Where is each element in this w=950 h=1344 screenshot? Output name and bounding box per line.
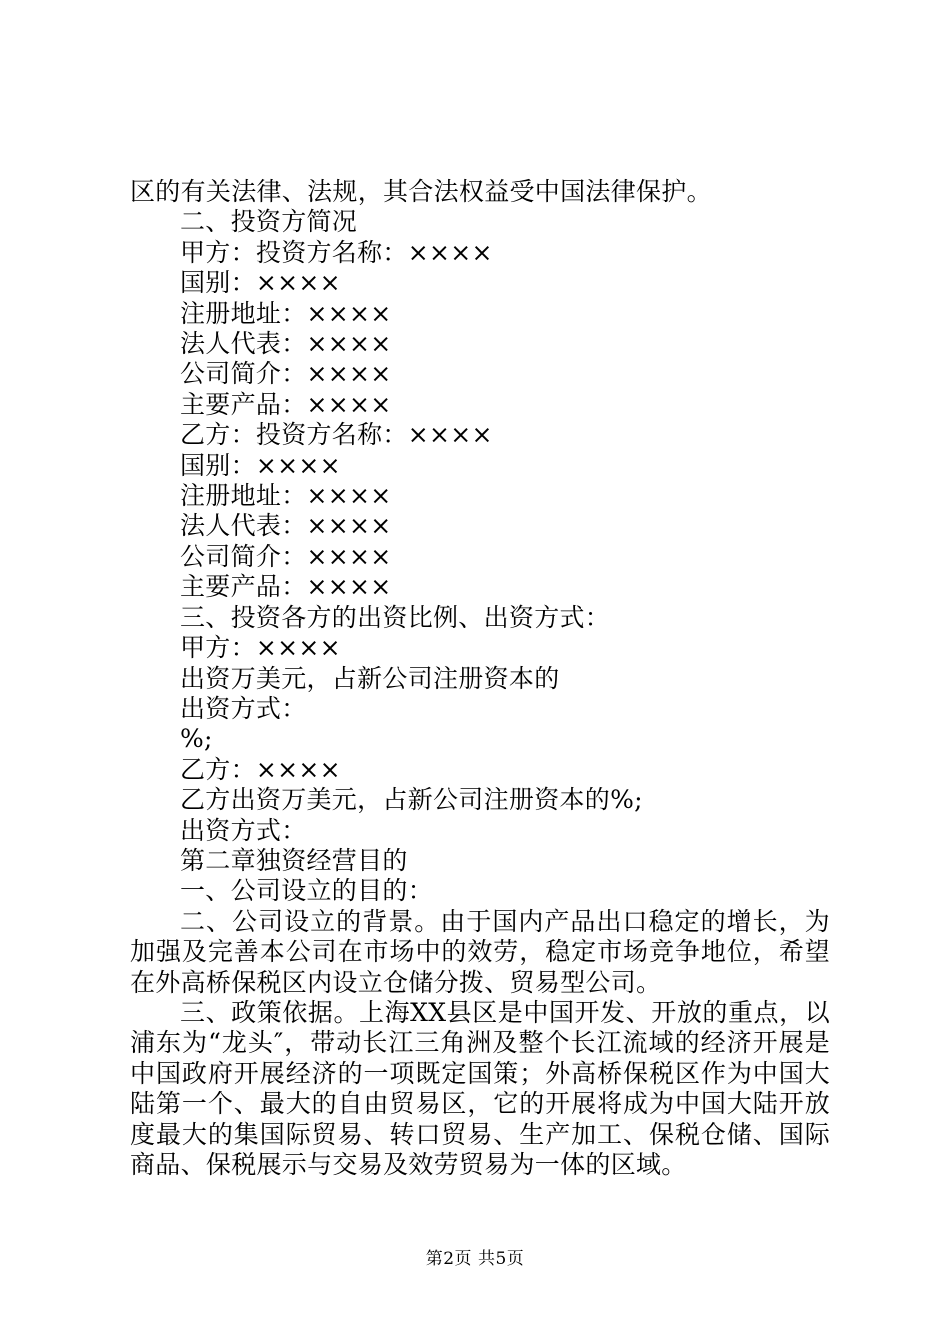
party-b-name: 乙方：投资方名称：××××: [180, 420, 493, 450]
contribution-party-b-method: 出资方式：: [180, 815, 307, 845]
paragraph-background: 二、公司设立的背景。由于国内产品出口稳定的增长，为加强及完善本公司在市场中的效劳，稳定市场竞争地位，希望在外高桥保税区内设立仓储分拨、贸易型公司。: [130, 906, 830, 997]
section-heading-purpose: 一、公司设立的目的：: [180, 876, 434, 906]
paragraph-policy-basis: 三、政策依据。上海XX县区是中国开发、开放的重点，以浦东为“龙头″，带动长江三角洲及整个长江流域的经济开展是中国政府开展经济的一项既定国策；外高桥保税区作为中国大陆第一个、最大的自由贸易区，它的开展将成为中国大陆开放度最大的集国际贸易、转口贸易、生产加工、保税仓储、国际商品、保税展示与交易及效劳贸易为一体的区域。: [130, 997, 830, 1179]
party-a-country: 国别：××××: [180, 268, 341, 298]
page-footer: 第2页 共5页: [425, 1249, 525, 1269]
party-b-address: 注册地址：××××: [180, 481, 392, 511]
section-heading-contribution: 三、投资各方的出资比例、出资方式：: [180, 602, 611, 632]
party-b-legal-rep: 法人代表：××××: [180, 511, 392, 541]
contribution-party-a: 甲方：××××: [180, 633, 341, 663]
contribution-party-a-percent: %;: [180, 724, 213, 754]
party-a-legal-rep: 法人代表：××××: [180, 329, 392, 359]
party-a-name: 甲方：投资方名称：××××: [180, 237, 493, 267]
document-body: [130, 177, 830, 1180]
party-a-address: 注册地址：××××: [180, 298, 392, 328]
party-b-products: 主要产品：××××: [180, 572, 392, 602]
section-heading-investors: 二、投资方简况: [180, 207, 358, 237]
party-b-country: 国别：××××: [180, 450, 341, 480]
contribution-party-b: 乙方：××××: [180, 754, 341, 784]
party-a-products: 主要产品：××××: [180, 389, 392, 419]
chapter-heading: 第二章独资经营目的: [180, 845, 408, 875]
contribution-party-a-method: 出资方式：: [180, 693, 307, 723]
contribution-party-a-amount: 出资万美元，占新公司注册资本的: [180, 663, 560, 693]
party-b-profile: 公司简介：××××: [180, 541, 392, 571]
text-line: 区的有关法律、法规，其合法权益受中国法律保护。: [130, 177, 712, 206]
contribution-party-b-amount: 乙方出资万美元，占新公司注册资本的%;: [180, 785, 643, 815]
party-a-profile: 公司简介：××××: [180, 359, 392, 389]
